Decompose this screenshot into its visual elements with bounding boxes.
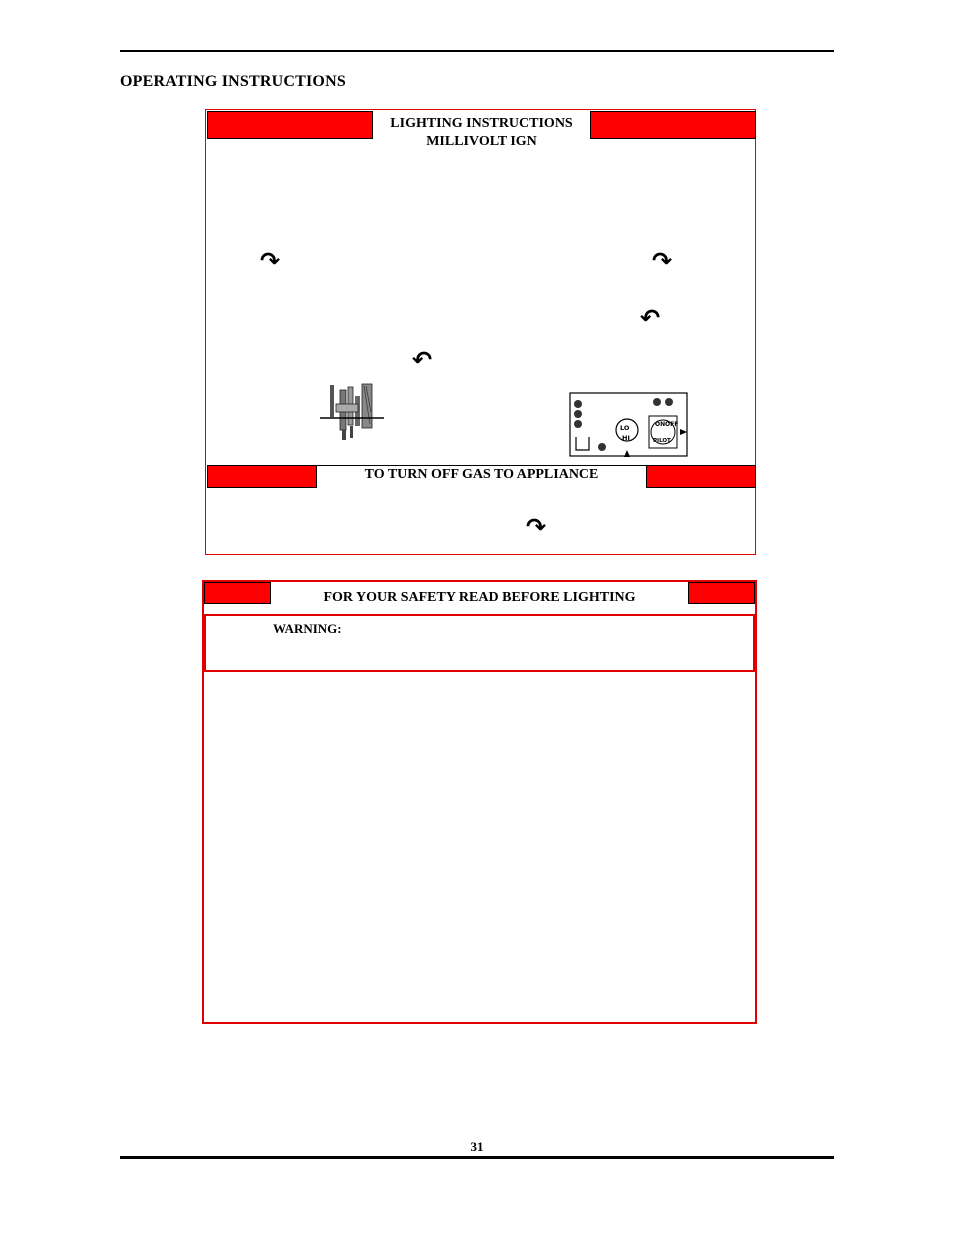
- valve-label-on: ON: [655, 421, 666, 428]
- clockwise-arrow-icon: ↷: [260, 247, 281, 275]
- counterclockwise-arrow-icon: ↶: [412, 346, 433, 374]
- bottom-rule: [120, 1156, 834, 1159]
- lighting-title-line1: LIGHTING INSTRUCTIONS: [390, 116, 573, 131]
- valve-label-lo: LO: [620, 424, 630, 432]
- turn-off-red-bar-right: [646, 465, 756, 488]
- safety-red-bar-right: [688, 582, 755, 604]
- safety-title: FOR YOUR SAFETY READ BEFORE LIGHTING: [271, 589, 688, 607]
- turn-off-red-bar-left: [207, 465, 317, 488]
- valve-label-off: OFF: [665, 421, 679, 428]
- turn-off-gas-title: TO TURN OFF GAS TO APPLIANCE: [317, 466, 646, 484]
- valve-label-pilot: PILOT: [653, 438, 671, 444]
- pilot-burner-assembly-icon: [318, 382, 386, 444]
- top-rule: [120, 50, 834, 52]
- warning-label: WARNING:: [273, 621, 342, 636]
- header-red-bar-left: [207, 111, 373, 139]
- page-number: 31: [470, 1139, 484, 1154]
- lighting-instructions-title: [373, 115, 590, 151]
- clockwise-arrow-icon: ↷: [652, 247, 673, 275]
- clockwise-arrow-icon: ↷: [526, 513, 547, 541]
- lighting-instructions-panel: [205, 109, 756, 555]
- header-red-bar-right: [590, 111, 756, 139]
- counterclockwise-arrow-icon: ↶: [640, 304, 661, 332]
- gas-valve-control-knob-icon: [569, 392, 689, 458]
- section-title: OPERATING INSTRUCTIONS: [120, 73, 346, 90]
- valve-label-hi: HI: [622, 434, 630, 442]
- safety-red-bar-left: [204, 582, 271, 604]
- lighting-title-line2: MILLIVOLT IGN: [426, 134, 537, 149]
